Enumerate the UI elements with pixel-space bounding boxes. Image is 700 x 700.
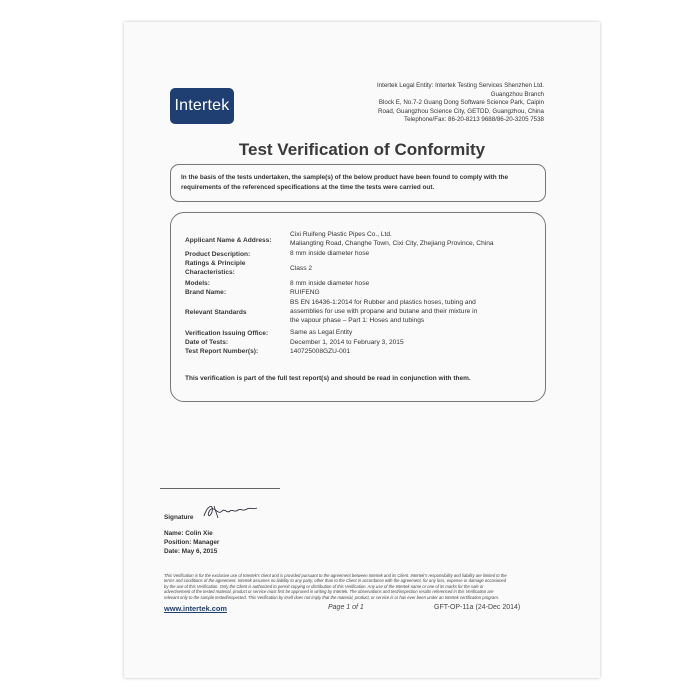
entity-line: Intertek Legal Entity: Intertek Testing Services Shenzhen Ltd. <box>376 82 544 89</box>
signer-position: Position: Manager <box>164 539 220 546</box>
ratings-label-cont: Characteristics: <box>185 269 235 276</box>
brand-label: Brand Name: <box>185 289 227 296</box>
handwritten-signature <box>200 502 260 520</box>
disclaimer-line: terms and conditions of the agreement. Intertek assumes no liability to any party, other than to the Client in accordance with the agreement, for any loss, expense or damage occasioned <box>164 578 507 584</box>
document-title: Test Verification of Conformity <box>238 140 486 159</box>
certificate-page <box>124 22 600 678</box>
standards-line: BS EN 16436-1:2014 for Rubber and plastics hoses, tubing and <box>290 299 476 306</box>
standards-line: assemblies for use with propane and butane and their mixture in <box>290 308 478 315</box>
test-dates-value: December 1, 2014 to February 3, 2015 <box>290 339 404 346</box>
compliance-statement-line: In the basis of the tests undertaken, the sample(s) of the below product have been found to comply with the <box>181 174 509 181</box>
models-label: Models: <box>185 280 210 287</box>
entity-line: Guangzhou Branch <box>490 90 544 98</box>
standards-label: Relevant Standards <box>185 309 247 316</box>
intertek-logo: Intertek <box>170 88 234 124</box>
standards-line: the vapour phase – Part 1: Hoses and tubings <box>290 317 425 324</box>
signature-label: Signature <box>164 514 194 521</box>
models-value: 8 mm inside diameter hose <box>290 280 370 287</box>
applicant-name: Cixi Ruifeng Plastic Pipes Co., Ltd. <box>290 231 392 238</box>
signature-line <box>160 488 280 489</box>
applicant-address: Maliangting Road, Changhe Town, Cixi City, Zhejiang Province, China <box>290 240 494 247</box>
disclaimer-line: relevant only to the sample tested/inspected. This Verification by itself does not imply that the material, product, or service is or has ever been under an Intertek certification program. <box>164 594 500 600</box>
disclaimer-line: advertisement of the tested material, product or service must first be approved in writing by Intertek. The observations and test/inspection results referenced in this Verification are <box>164 589 494 595</box>
ratings-label: Ratings & Principle <box>185 260 246 267</box>
compliance-statement-line: requirements of the referenced specifications at the time the tests were carried out. <box>181 183 435 191</box>
brand-value: RUIFENG <box>290 289 320 296</box>
product-details-box <box>170 212 546 402</box>
report-number-label: Test Report Number(s): <box>185 348 259 355</box>
signer-name: Name: Colin Xie <box>164 530 213 537</box>
page-number: Page 1 of 1 <box>328 604 364 611</box>
website-link[interactable]: www.intertek.com <box>164 604 227 613</box>
compliance-statement-box <box>170 164 546 202</box>
form-code: GFT-OP-11a (24-Dec 2014) <box>434 604 521 611</box>
test-dates-label: Date of Tests: <box>185 339 229 346</box>
product-value: 8 mm inside diameter hose <box>290 250 370 257</box>
ratings-value: Class 2 <box>290 265 312 272</box>
conjunction-notice: This verification is part of the full test report(s) and should be read in conjunction with them. <box>185 375 471 382</box>
entity-line: Road, Guangzhou Science City, GETDD, Guangzhou, China <box>377 107 544 115</box>
product-label: Product Description: <box>185 251 251 258</box>
office-label: Verification Issuing Office: <box>185 330 269 337</box>
entity-line: Block E, No.7-2 Guang Dong Software Science Park, Caipin <box>378 99 544 107</box>
office-value: Same as Legal Entity <box>290 329 353 336</box>
applicant-label: Applicant Name & Address: <box>185 237 272 244</box>
legal-entity-block <box>314 82 544 125</box>
entity-line: Telephone/Fax: 86-20-8213 9688/86-20-3205 7538 <box>403 116 544 124</box>
report-number-value: 140725008GZU-001 <box>290 348 351 355</box>
legal-disclaimer <box>164 573 564 600</box>
signature-date: Date: May 6, 2015 <box>164 548 218 555</box>
disclaimer-line: This Verification is for the exclusive use of Intertek's client and is provided pursuant to the agreement between Intertek and its Client. Intertek's responsibility and liability are limited to the <box>164 573 507 578</box>
disclaimer-line: by the use of this Verification. Only the Client is authorized to permit copying or distribution of this Verification. Any use of the Intertek name or one of its marks for the sale or <box>164 583 484 589</box>
